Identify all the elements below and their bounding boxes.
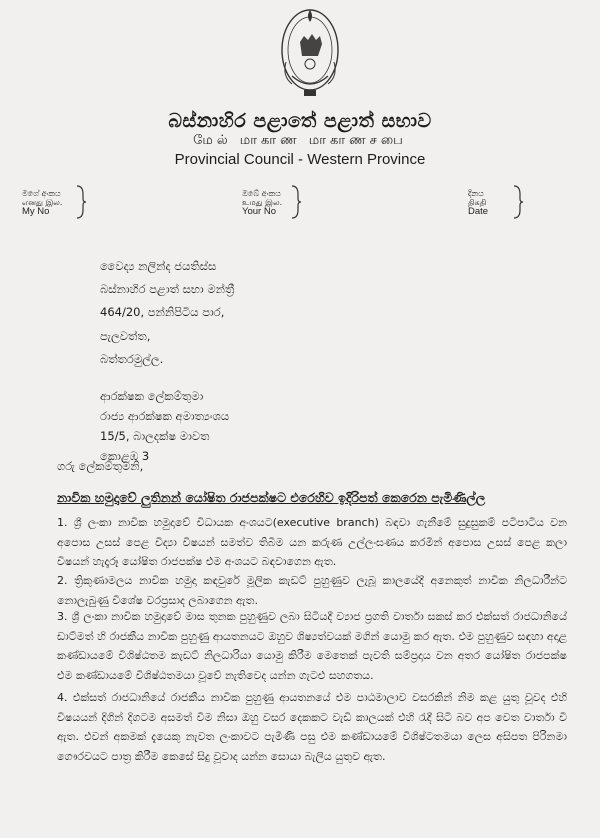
letter-subject: නාවික හමුදාවේ ලුතිනන් යෝෂිත රාජපක්ෂට එරෙහිව ඉදිරිපත් කෙරෙන පැමිණිල්ල <box>57 490 486 505</box>
salutation: ගරු ලේකම්තුමනි, <box>57 459 144 473</box>
your-no-field <box>242 189 282 216</box>
my-no-label-en: My No <box>22 206 50 217</box>
paragraph-2: 2. ත්‍රිකුණාමලය නාවික හමුදා කඳවුරේ මූලික කැඩට් පුහුණුව ලැබූ කාලයේදී අනෙකුත් නාවික නිලධාරීන්ට නොලැබුණු විශේෂ වරප්‍රසාද ලබාගෙන ඇත. <box>57 574 567 607</box>
brace-icon <box>290 184 302 220</box>
sender-name: වෛද්‍ය නලින්ද ජයතිස්ස <box>100 259 217 273</box>
paragraph-1: 1. ශ්‍රී ලංකා නාවික හමුදාවේ විධායක අංශයට(executive branch) බඳවා ගැනීමේ සුදුසුකම් පටිපාටිය වන අපොස උසස් පෙළ විද්‍යා විෂයන් සමත්ව තිබීම යන කරුණ උල්ලංඝණය කරමින් අපොස උසස් පෙළ කලා විෂයන් හැදෑරූ යෝෂිත රාජපක්ෂ එම අංශයට බඳවාගෙන ඇත. <box>57 516 567 568</box>
recipient-title: ආරක්ෂක ලේකම්තුමා <box>100 389 204 403</box>
council-title-english: Provincial Council - Western Province <box>174 151 426 168</box>
my-no-label-ta: எனது இல. <box>22 198 63 207</box>
national-emblem-icon <box>278 6 342 104</box>
date-field <box>468 189 488 216</box>
my-no-field <box>22 189 62 216</box>
date-label-si: දිනය <box>468 189 484 198</box>
your-no-label-en: Your No <box>242 206 276 217</box>
paragraph-3: 3. ශ්‍රී ලංකා නාවික හමුදාවේ මාස තුනක පුහුණුව ලබා සිටියදී ව්‍යාජ ප්‍රගති වාර්තා සකස් කර එක්සත් රාජධානියේ ඩාට්මත් හි රාජකීය නාවික පුහුණු ආයතනයට ඔහුව ශිෂ්‍යත්වයක් මගින් යොමු කර ඇත. එම පුහුණුව සඳහා අදාළ කණ්ඩායමේ විශිෂ්ඨතම කැඩට් නිලධාරියා යොමු කිරීම මෙතෙක් පැවති සම්ප්‍රදාය වන අතර යෝෂිත රාජපක්ෂ එම කණ්ඩායමේ විශිෂ්ඨතමයා වූවේ නැතිවෙද යන්න ගැටළු සහගතය. <box>57 610 567 682</box>
council-title-sinhala: බස්නාහිර පළාතේ පළාත් සභාව <box>168 110 432 132</box>
brace-icon <box>512 184 524 220</box>
brace-icon <box>75 184 87 220</box>
paragraph-4: 4. එක්සත් රාජධානියේ රාජකීය නාවික පුහුණු ආයතනයේ එම පාඨමාලාව වසරකින් නිම කළ යුතු වූවද එහි විෂයයන් දිගින් දිගටම අසමත් වීම නිසා ඔහු වසර දෙකකට වැඩි කාලයක් එහි රැදී සිටි බව අප වෙත වාර්තා වී ඇත. එවන් අකමක් දැයෙකු නැවත ලංකාවට පැමිණි පසු එම කණ්ඩායමේ විශිෂ්ටතමයා ලෙස අසිපත පිරිනමා ගෞරවයට පාත්‍ර කිරීම කෙසේ සිදු වූවාද යන්න සොයා බැලිය යුතුව ඇත. <box>57 691 567 763</box>
council-title-tamil: மேல் மாகாண மாகாணசபை <box>193 133 407 148</box>
recipient-city: කොළඹ 3 <box>100 449 150 463</box>
sender-city: බත්තරමුල්ල. <box>100 352 164 366</box>
date-label-en: Date <box>468 206 489 217</box>
recipient-street: 15/5, බාලදක්ෂ මාවත <box>100 429 210 443</box>
date-label-ta: திகதி <box>468 198 487 207</box>
sender-street: 464/20, පන්නිපිටිය පාර, <box>100 305 225 319</box>
your-no-label-si: ඔබේ අංකය <box>242 189 281 198</box>
your-no-label-ta: உமது இல. <box>242 198 283 207</box>
sender-title: බස්නාහිර පළාත් සභා මන්ත්‍රී <box>100 282 235 296</box>
recipient-ministry: රාජ්‍ය ආරක්ෂක අමාත්‍යංශය <box>100 409 230 423</box>
my-no-label-si: මගේ අංකය <box>22 189 61 198</box>
sender-area: පැලවත්ත, <box>100 329 151 343</box>
